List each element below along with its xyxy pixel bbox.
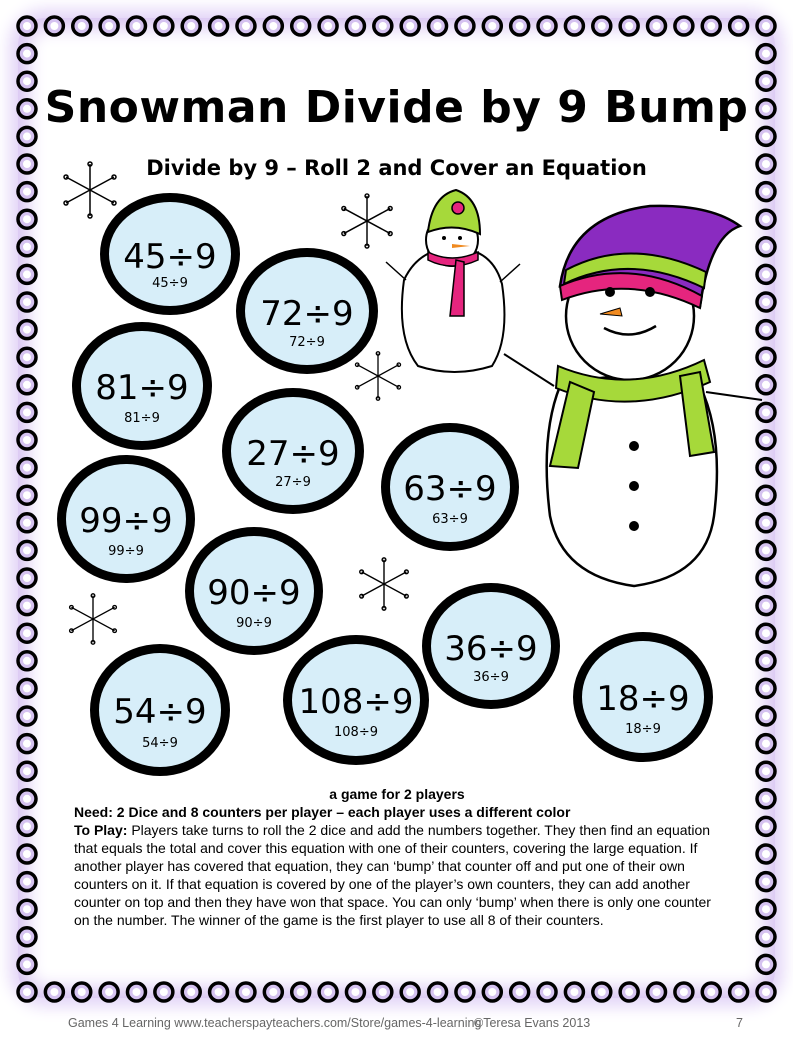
space-equation: 99÷9 — [79, 501, 173, 542]
snowflake-icon — [66, 592, 120, 646]
space-label: 36÷9 — [473, 669, 509, 685]
large-snowman-illustration — [500, 196, 768, 592]
space-label: 27÷9 — [275, 474, 311, 490]
players-line: a game for 2 players — [329, 786, 465, 802]
space-label: 18÷9 — [625, 722, 661, 738]
board-space[interactable] — [573, 632, 713, 762]
board-space[interactable] — [283, 635, 429, 765]
space-equation: 63÷9 — [403, 469, 497, 510]
board-space[interactable] — [90, 644, 230, 776]
to-play-text: Players take turns to roll the 2 dice and add the numbers together. They then find an equation that equals the total and cover this equation with one of their counters, covering the large equation. If another player has covered that equation, they can ‘bump’ that counter off and put one of their own counters on it. If that equation is covered by one of the player’s own counters, they can add another counter on top and then they have won that space. You can only ‘bump’ when there is only one counter on the number. The winner of the game is the first player to use all 8 of their counters. — [74, 822, 711, 928]
space-equation: 18÷9 — [596, 679, 690, 720]
space-equation: 45÷9 — [123, 237, 217, 278]
to-play-label: To Play: — [74, 822, 128, 838]
space-label: 90÷9 — [236, 615, 272, 631]
space-equation: 81÷9 — [95, 368, 189, 409]
space-equation: 54÷9 — [113, 691, 207, 732]
board-space[interactable] — [72, 322, 212, 450]
space-label: 54÷9 — [142, 736, 178, 752]
board-space[interactable] — [236, 248, 378, 374]
board-space[interactable] — [381, 423, 519, 551]
need-line: Need: 2 Dice and 8 counters per player – each player uses a different color — [74, 804, 571, 820]
board-space[interactable] — [185, 527, 323, 655]
snowflake-icon — [60, 160, 120, 220]
board-space[interactable] — [422, 583, 560, 709]
space-equation: 90÷9 — [207, 573, 301, 614]
space-equation: 72÷9 — [260, 293, 354, 334]
footer-link[interactable]: Games 4 Learning www.teacherspayteachers.com/Store/games-4-learning — [68, 1016, 482, 1030]
space-label: 72÷9 — [289, 334, 325, 350]
instructions-block — [74, 785, 720, 929]
page-number: 7 — [736, 1016, 743, 1030]
space-label: 81÷9 — [124, 410, 160, 426]
snowflake-icon — [356, 556, 412, 612]
board-space[interactable] — [57, 455, 195, 583]
board-space[interactable] — [100, 193, 240, 315]
space-equation: 108÷9 — [298, 682, 414, 723]
space-label: 63÷9 — [432, 511, 468, 527]
board-space[interactable] — [222, 388, 364, 514]
footer-copyright: ©Teresa Evans 2013 — [474, 1016, 591, 1030]
page-title: Snowman Divide by 9 Bump — [44, 82, 749, 133]
to-play-paragraph — [74, 821, 720, 929]
space-label: 45÷9 — [152, 276, 188, 292]
space-equation: 27÷9 — [246, 433, 340, 474]
space-equation: 36÷9 — [444, 628, 538, 669]
page-subtitle: Divide by 9 – Roll 2 and Cover an Equation — [146, 156, 647, 180]
space-label: 99÷9 — [108, 543, 144, 559]
space-label: 108÷9 — [334, 725, 378, 741]
